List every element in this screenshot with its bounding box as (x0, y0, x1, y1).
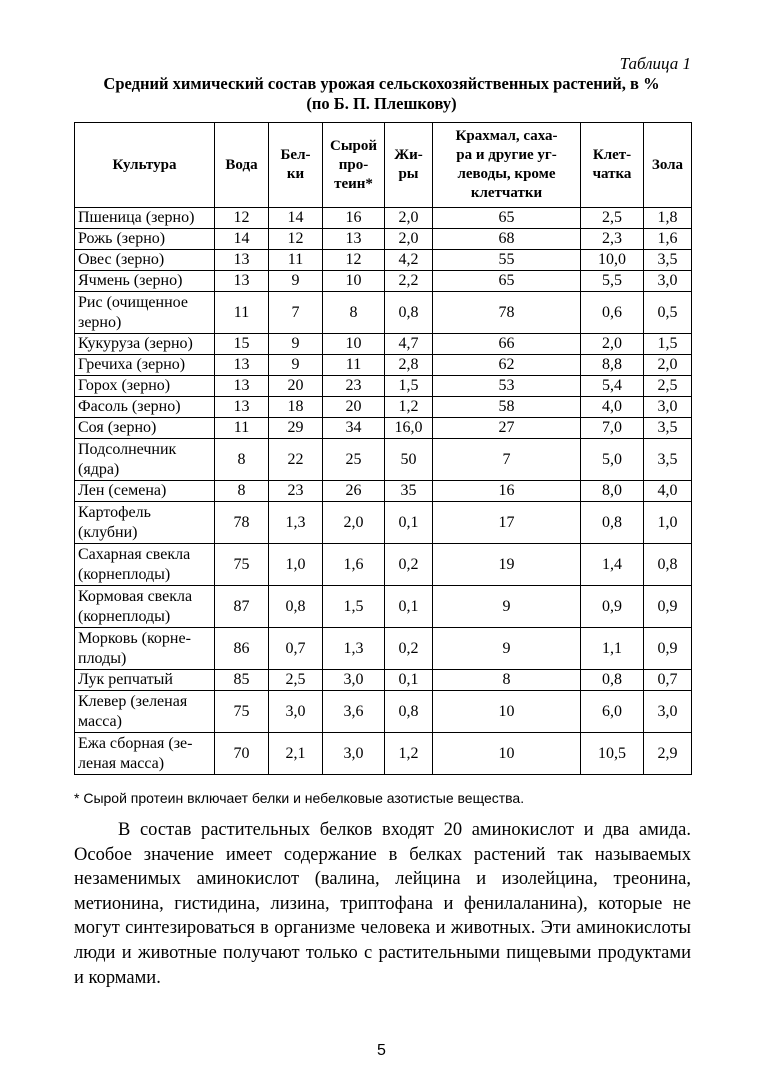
crop-name-cell: Сахарная свекла (корнеплоды) (75, 544, 215, 586)
fat-cell: 0,8 (385, 292, 433, 334)
ash-cell: 2,0 (644, 355, 692, 376)
fat-cell: 4,7 (385, 334, 433, 355)
fat-cell: 0,1 (385, 670, 433, 691)
crude-cell: 12 (323, 250, 385, 271)
fiber-cell: 10,5 (581, 733, 644, 775)
table-row (75, 271, 692, 292)
carbs-cell: 78 (433, 292, 581, 334)
protein-cell: 2,5 (269, 670, 323, 691)
table-row (75, 355, 692, 376)
table-row (75, 586, 692, 628)
protein-cell: 2,1 (269, 733, 323, 775)
fat-cell: 16,0 (385, 418, 433, 439)
fat-cell: 1,5 (385, 376, 433, 397)
page-number: 5 (377, 1042, 386, 1059)
ash-cell: 3,0 (644, 397, 692, 418)
ash-cell: 0,9 (644, 628, 692, 670)
water-cell: 13 (215, 355, 269, 376)
fiber-cell: 0,8 (581, 502, 644, 544)
carbs-cell: 55 (433, 250, 581, 271)
table-row (75, 208, 692, 229)
water-cell: 78 (215, 502, 269, 544)
carbs-cell: 9 (433, 586, 581, 628)
water-cell: 87 (215, 586, 269, 628)
fat-cell: 0,1 (385, 586, 433, 628)
table-title (70, 74, 693, 114)
protein-cell: 14 (269, 208, 323, 229)
crop-name-cell: Морковь (корне- плоды) (75, 628, 215, 670)
protein-cell: 23 (269, 481, 323, 502)
protein-cell: 1,3 (269, 502, 323, 544)
header-fats: Жи- ры (385, 123, 433, 208)
ash-cell: 2,9 (644, 733, 692, 775)
ash-cell: 4,0 (644, 481, 692, 502)
header-proteins: Бел- ки (269, 123, 323, 208)
water-cell: 8 (215, 439, 269, 481)
fat-cell: 2,0 (385, 208, 433, 229)
water-cell: 11 (215, 292, 269, 334)
carbs-cell: 7 (433, 439, 581, 481)
table-row (75, 229, 692, 250)
ash-cell: 1,5 (644, 334, 692, 355)
water-cell: 14 (215, 229, 269, 250)
carbs-cell: 10 (433, 691, 581, 733)
crude-cell: 3,0 (323, 733, 385, 775)
crude-cell: 3,6 (323, 691, 385, 733)
carbs-cell: 9 (433, 628, 581, 670)
crop-name-cell: Кормовая свекла (корнеплоды) (75, 586, 215, 628)
water-cell: 13 (215, 271, 269, 292)
water-cell: 8 (215, 481, 269, 502)
carbs-cell: 19 (433, 544, 581, 586)
crude-cell: 1,3 (323, 628, 385, 670)
crop-name-cell: Лен (семена) (75, 481, 215, 502)
protein-cell: 7 (269, 292, 323, 334)
crude-cell: 34 (323, 418, 385, 439)
header-fiber: Клет- чатка (581, 123, 644, 208)
carbs-cell: 53 (433, 376, 581, 397)
crop-name-cell: Пшеница (зерно) (75, 208, 215, 229)
fiber-cell: 8,8 (581, 355, 644, 376)
fat-cell: 2,0 (385, 229, 433, 250)
crop-name-cell: Рис (очищенное зерно) (75, 292, 215, 334)
fat-cell: 0,2 (385, 544, 433, 586)
crop-name-cell: Клевер (зеленая масса) (75, 691, 215, 733)
fiber-cell: 0,9 (581, 586, 644, 628)
protein-cell: 0,7 (269, 628, 323, 670)
crude-cell: 8 (323, 292, 385, 334)
table-row (75, 376, 692, 397)
crude-cell: 1,5 (323, 586, 385, 628)
crop-name-cell: Кукуруза (зерно) (75, 334, 215, 355)
water-cell: 86 (215, 628, 269, 670)
header-carbohydrates: Крахмал, саха- ра и другие уг- леводы, кроме клетчатки (433, 123, 581, 208)
fat-cell: 2,2 (385, 271, 433, 292)
table-body (75, 208, 692, 775)
table-row (75, 418, 692, 439)
table-row (75, 628, 692, 670)
ash-cell: 1,8 (644, 208, 692, 229)
carbs-cell: 65 (433, 271, 581, 292)
crude-cell: 1,6 (323, 544, 385, 586)
fiber-cell: 4,0 (581, 397, 644, 418)
carbs-cell: 8 (433, 670, 581, 691)
crude-cell: 16 (323, 208, 385, 229)
fiber-cell: 8,0 (581, 481, 644, 502)
fat-cell: 0,1 (385, 502, 433, 544)
fat-cell: 1,2 (385, 397, 433, 418)
ash-cell: 0,8 (644, 544, 692, 586)
header-crude-protein: Сырой про- теин* (323, 123, 385, 208)
crop-name-cell: Соя (зерно) (75, 418, 215, 439)
protein-cell: 3,0 (269, 691, 323, 733)
ash-cell: 1,0 (644, 502, 692, 544)
crude-cell: 10 (323, 271, 385, 292)
crop-name-cell: Рожь (зерно) (75, 229, 215, 250)
protein-cell: 9 (269, 355, 323, 376)
table-row (75, 397, 692, 418)
table-row (75, 502, 692, 544)
crop-name-cell: Фасоль (зерно) (75, 397, 215, 418)
table-row (75, 439, 692, 481)
crude-cell: 23 (323, 376, 385, 397)
crop-name-cell: Лук репчатый (75, 670, 215, 691)
carbs-cell: 27 (433, 418, 581, 439)
water-cell: 11 (215, 418, 269, 439)
ash-cell: 3,5 (644, 418, 692, 439)
ash-cell: 0,5 (644, 292, 692, 334)
table-row (75, 733, 692, 775)
water-cell: 75 (215, 691, 269, 733)
fat-cell: 1,2 (385, 733, 433, 775)
carbs-cell: 66 (433, 334, 581, 355)
ash-cell: 3,5 (644, 439, 692, 481)
table-row (75, 544, 692, 586)
crop-name-cell: Горох (зерно) (75, 376, 215, 397)
header-crop: Культура (75, 123, 215, 208)
protein-cell: 29 (269, 418, 323, 439)
water-cell: 13 (215, 250, 269, 271)
fiber-cell: 5,0 (581, 439, 644, 481)
table-row (75, 481, 692, 502)
table-label: Таблица 1 (619, 54, 691, 73)
footnote: * Сырой протеин включает белки и небелковые азотистые вещества. (74, 790, 525, 806)
crop-name-cell: Гречиха (зерно) (75, 355, 215, 376)
protein-cell: 11 (269, 250, 323, 271)
composition-table (74, 122, 692, 775)
fiber-cell: 1,1 (581, 628, 644, 670)
water-cell: 70 (215, 733, 269, 775)
crude-cell: 3,0 (323, 670, 385, 691)
water-cell: 85 (215, 670, 269, 691)
crop-name-cell: Картофель (клубни) (75, 502, 215, 544)
fiber-cell: 5,5 (581, 271, 644, 292)
fat-cell: 4,2 (385, 250, 433, 271)
table-row (75, 691, 692, 733)
crude-cell: 2,0 (323, 502, 385, 544)
carbs-cell: 10 (433, 733, 581, 775)
carbs-cell: 17 (433, 502, 581, 544)
ash-cell: 3,0 (644, 691, 692, 733)
carbs-cell: 68 (433, 229, 581, 250)
ash-cell: 3,5 (644, 250, 692, 271)
carbs-cell: 62 (433, 355, 581, 376)
water-cell: 15 (215, 334, 269, 355)
fat-cell: 0,2 (385, 628, 433, 670)
crop-name-cell: Овес (зерно) (75, 250, 215, 271)
header-ash: Зола (644, 123, 692, 208)
ash-cell: 1,6 (644, 229, 692, 250)
crude-cell: 11 (323, 355, 385, 376)
crude-cell: 10 (323, 334, 385, 355)
crude-cell: 26 (323, 481, 385, 502)
fiber-cell: 2,5 (581, 208, 644, 229)
protein-cell: 9 (269, 271, 323, 292)
ash-cell: 0,9 (644, 586, 692, 628)
title-line-2: (по Б. П. Плешкову) (306, 94, 457, 113)
body-paragraph: В состав растительных белков входят 20 аминокислот и два амида. Особое значение имеет содержание в белках растений так называемых незаменимых аминокислот (валина, лейцина и изолейцина, треонина, метионина, гистидина, лизина, триптофана и фенилаланина), которые не могут синтезироваться в организме человека и животных. Эти аминокислоты люди и животные получают только с растительными пищевыми продуктами и кормами. (74, 820, 691, 988)
ash-cell: 3,0 (644, 271, 692, 292)
protein-cell: 0,8 (269, 586, 323, 628)
header-row (75, 123, 692, 208)
fiber-cell: 10,0 (581, 250, 644, 271)
water-cell: 12 (215, 208, 269, 229)
crop-name-cell: Ежа сборная (зе- леная масса) (75, 733, 215, 775)
crude-cell: 20 (323, 397, 385, 418)
crop-name-cell: Ячмень (зерно) (75, 271, 215, 292)
header-water: Вода (215, 123, 269, 208)
crude-cell: 25 (323, 439, 385, 481)
water-cell: 13 (215, 376, 269, 397)
protein-cell: 18 (269, 397, 323, 418)
protein-cell: 12 (269, 229, 323, 250)
title-line-1: Средний химический состав урожая сельскохозяйственных растений, в % (103, 74, 660, 93)
fiber-cell: 0,8 (581, 670, 644, 691)
fiber-cell: 6,0 (581, 691, 644, 733)
fiber-cell: 1,4 (581, 544, 644, 586)
table-row (75, 292, 692, 334)
protein-cell: 22 (269, 439, 323, 481)
ash-cell: 0,7 (644, 670, 692, 691)
fat-cell: 0,8 (385, 691, 433, 733)
fiber-cell: 2,3 (581, 229, 644, 250)
carbs-cell: 16 (433, 481, 581, 502)
fat-cell: 50 (385, 439, 433, 481)
fat-cell: 35 (385, 481, 433, 502)
crude-cell: 13 (323, 229, 385, 250)
water-cell: 13 (215, 397, 269, 418)
water-cell: 75 (215, 544, 269, 586)
fiber-cell: 2,0 (581, 334, 644, 355)
protein-cell: 9 (269, 334, 323, 355)
ash-cell: 2,5 (644, 376, 692, 397)
fat-cell: 2,8 (385, 355, 433, 376)
fiber-cell: 7,0 (581, 418, 644, 439)
protein-cell: 1,0 (269, 544, 323, 586)
carbs-cell: 58 (433, 397, 581, 418)
fiber-cell: 5,4 (581, 376, 644, 397)
table-row (75, 670, 692, 691)
table-row (75, 334, 692, 355)
protein-cell: 20 (269, 376, 323, 397)
fiber-cell: 0,6 (581, 292, 644, 334)
crop-name-cell: Подсолнечник (ядра) (75, 439, 215, 481)
table-row (75, 250, 692, 271)
carbs-cell: 65 (433, 208, 581, 229)
